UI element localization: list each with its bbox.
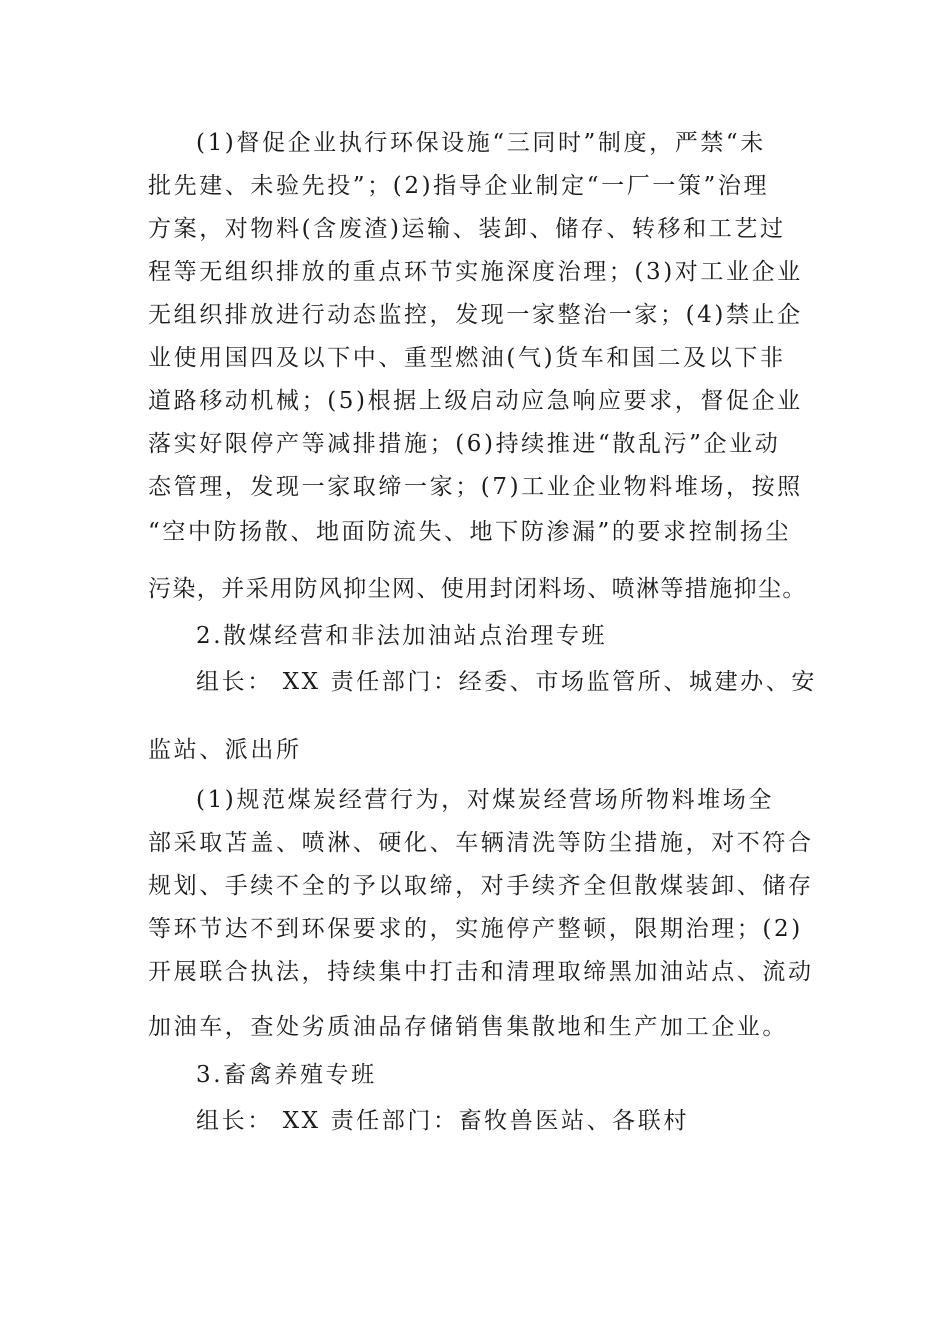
leader-line: 组长： XX 责任部门：经委、市场监管所、城建办、安 <box>196 669 817 695</box>
paragraph-line: 业使用国四及以下中、重型燃油(气)货车和国二及以下非 <box>148 345 786 371</box>
section-heading: 2.散煤经营和非法加油站点治理专班 <box>196 623 608 649</box>
paragraph-line: 规划、手续不全的予以取缔，对手续齐全但散煤装卸、储存 <box>148 873 814 899</box>
paragraph-line: (1)规范煤炭经营行为，对煤炭经营场所物料堆场全 <box>196 787 774 813</box>
paragraph-line: 落实好限停产等减排措施；(6)持续推进“散乱污”企业动 <box>148 431 781 457</box>
paragraph-line: (1)督促企业执行环保设施“三同时”制度，严禁“未 <box>196 130 766 156</box>
paragraph-line: 污染，并采用防风抑尘网、使用封闭料场、喷淋等措施抑尘。 <box>148 576 807 602</box>
leader-line-continued: 监站、派出所 <box>148 737 302 763</box>
paragraph-line: 方案，对物料(含废渣)运输、装卸、储存、转移和工艺过 <box>148 216 786 242</box>
paragraph-line: 程等无组织排放的重点环节实施深度治理；(3)对工业企业 <box>148 259 803 285</box>
paragraph-line: 开展联合执法，持续集中打击和清理取缔黑加油站点、流动 <box>148 959 814 985</box>
paragraph-line: 态管理，发现一家取缔一家；(7)工业企业物料堆场，按照 <box>148 474 803 500</box>
paragraph-line: 道路移动机械；(5)根据上级启动应急响应要求，督促企业 <box>148 388 803 414</box>
paragraph-line: 无组织排放进行动态监控，发现一家整治一家；(4)禁止企 <box>148 302 803 328</box>
leader-line: 组长： XX 责任部门：畜牧兽医站、各联村 <box>196 1108 689 1134</box>
paragraph-line: 等环节达不到环保要求的，实施停产整顿，限期治理；(2) <box>148 916 803 942</box>
paragraph-line: 部采取苫盖、喷淋、硬化、车辆清洗等防尘措施，对不符合 <box>148 830 814 856</box>
paragraph-line: 批先建、未验先投”；(2)指导企业制定“一厂一策”治理 <box>148 173 770 199</box>
paragraph-line: 加油车，查处劣质油品存储销售集散地和生产加工企业。 <box>148 1014 788 1040</box>
section-heading: 3.畜禽养殖专班 <box>196 1062 377 1088</box>
paragraph-line: “空中防扬散、地面防流失、地下防渗漏”的要求控制扬尘 <box>148 519 792 545</box>
